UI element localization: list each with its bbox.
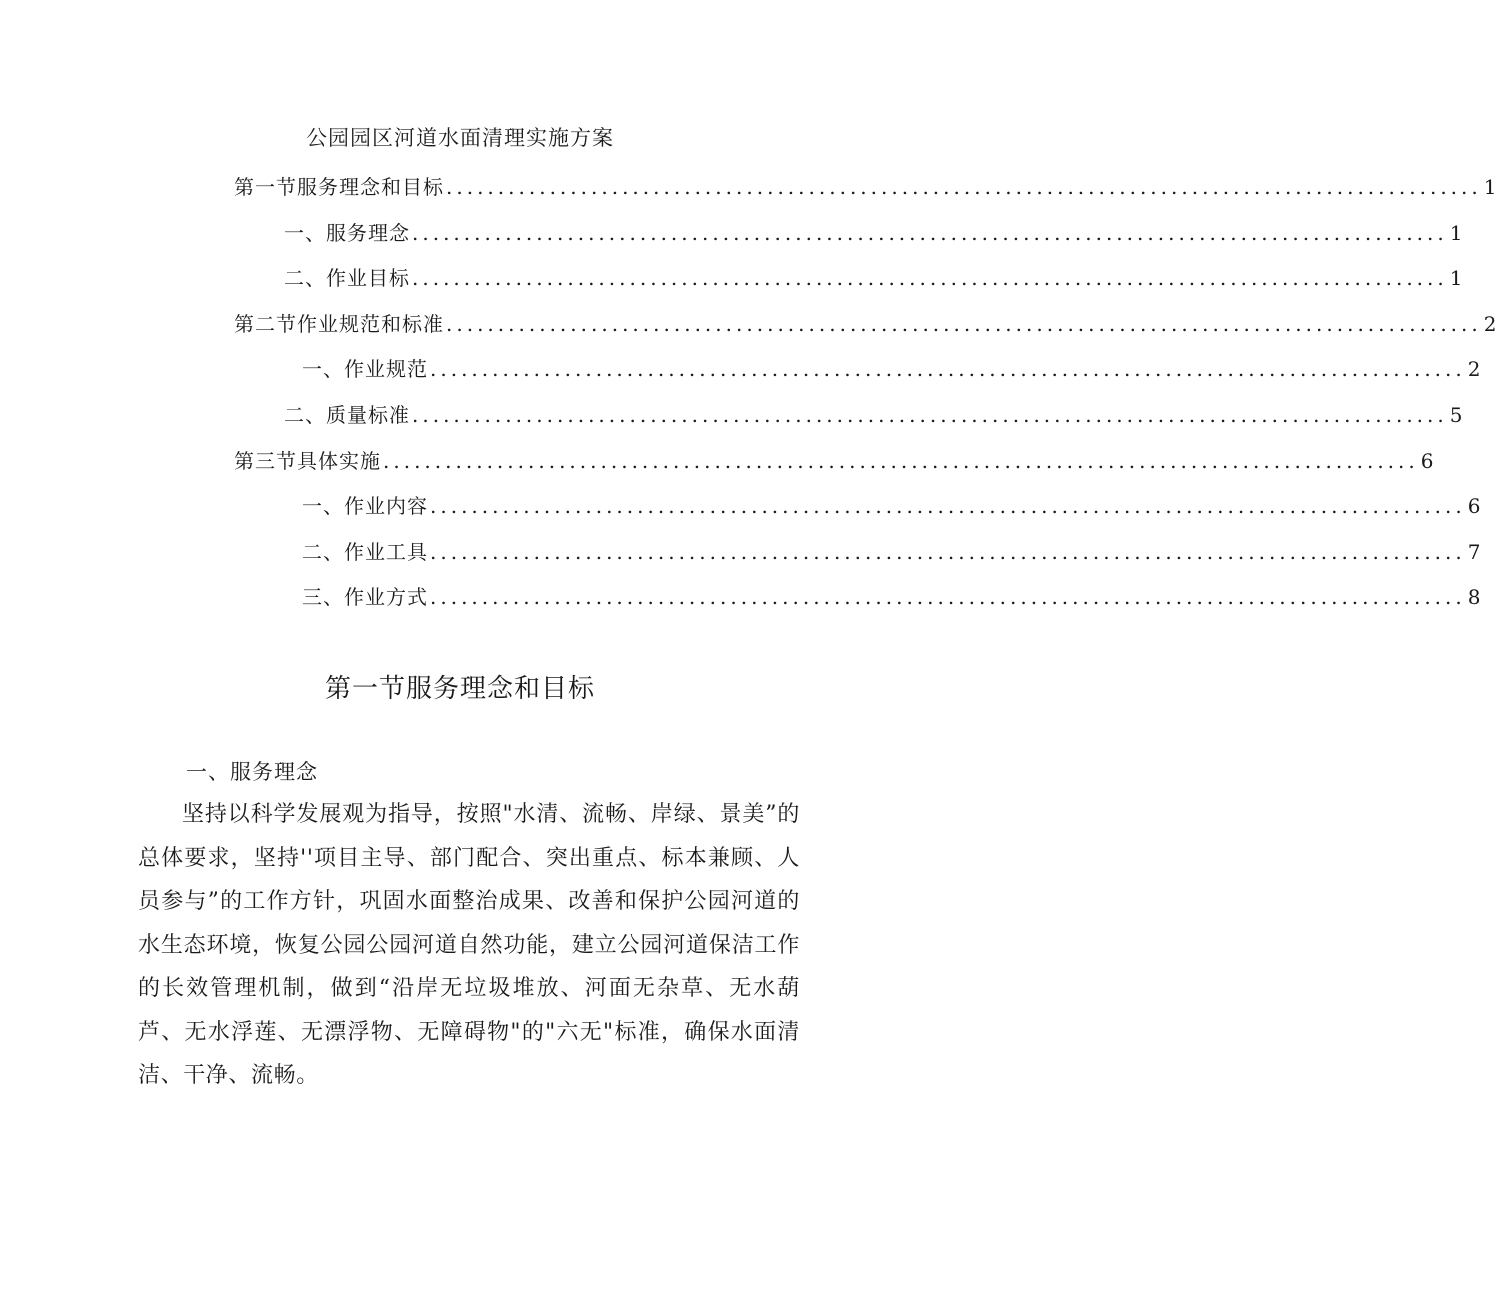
toc-leader-dots: .................................................................................................... bbox=[383, 449, 1419, 473]
toc-entry-text: 二、质量标准 bbox=[284, 403, 410, 427]
toc-entry[interactable] bbox=[302, 354, 1481, 384]
toc-entry[interactable] bbox=[234, 446, 1434, 476]
toc-leader-dots: .................................................................................................... bbox=[430, 540, 1466, 564]
subsection-heading: 一、服务理念 bbox=[186, 760, 318, 784]
toc-entry-text: 第三节具体实施 bbox=[234, 449, 381, 473]
toc-leader-dots: .................................................................................................... bbox=[446, 175, 1482, 199]
toc-page-number: 6 bbox=[1420, 449, 1434, 473]
body-paragraph: 坚持以科学发展观为指导，按照"水清、流畅、岸绿、景美”的总体要求，坚持''项目主导、部门配合、突出重点、标本兼顾、人员参与”的工作方针，巩固水面整治成果、改善和保护公园河道的水生态环境，恢复公园公园河道自然功能，建立公园河道保洁工作的长效管理机制，做到“沿岸无垃圾堆放、河面无杂草、无水葫芦、无水浮莲、无漂浮物、无障碍物"的"六无"标准，确保水面清洁、干净、流畅。 bbox=[138, 802, 800, 1088]
toc-entry[interactable] bbox=[302, 537, 1481, 567]
toc-entry[interactable] bbox=[234, 309, 1496, 339]
toc-entry-text: 三、作业方式 bbox=[302, 585, 428, 609]
toc-page-number: 5 bbox=[1449, 403, 1463, 427]
toc-leader-dots: .................................................................................................... bbox=[430, 357, 1466, 381]
toc-page-number: 2 bbox=[1467, 357, 1481, 381]
toc-entry[interactable] bbox=[302, 491, 1481, 521]
toc-page-number: 2 bbox=[1483, 312, 1496, 336]
toc-entry[interactable] bbox=[284, 218, 1463, 248]
toc-page-number: 1 bbox=[1449, 266, 1463, 290]
toc-page-number: 1 bbox=[1483, 175, 1496, 199]
toc-entry[interactable] bbox=[284, 263, 1463, 293]
toc-leader-dots: .................................................................................................... bbox=[412, 221, 1448, 245]
toc-entry-text: 一、服务理念 bbox=[284, 221, 410, 245]
toc-entry-text: 二、作业目标 bbox=[284, 266, 410, 290]
document-title: 公园园区河道水面清理实施方案 bbox=[306, 126, 614, 150]
toc-entry[interactable] bbox=[302, 582, 1481, 612]
toc-entry-text: 第一节服务理念和目标 bbox=[234, 175, 444, 199]
toc-entry[interactable] bbox=[284, 400, 1463, 430]
toc-leader-dots: .................................................................................................... bbox=[412, 403, 1448, 427]
toc-entry-text: 一、作业规范 bbox=[302, 357, 428, 381]
toc-leader-dots: .................................................................................................... bbox=[446, 312, 1482, 336]
toc-page-number: 8 bbox=[1467, 585, 1481, 609]
toc-page-number: 6 bbox=[1467, 494, 1481, 518]
toc-page-number: 7 bbox=[1467, 540, 1481, 564]
toc-entry-text: 二、作业工具 bbox=[302, 540, 428, 564]
toc-entry-text: 一、作业内容 bbox=[302, 494, 428, 518]
toc-leader-dots: .................................................................................................... bbox=[430, 585, 1466, 609]
toc-entry-text: 第二节作业规范和标准 bbox=[234, 312, 444, 336]
section-heading: 第一节服务理念和目标 bbox=[324, 674, 595, 704]
toc-leader-dots: .................................................................................................... bbox=[412, 266, 1448, 290]
toc-page-number: 1 bbox=[1449, 221, 1463, 245]
toc-entry[interactable] bbox=[234, 172, 1496, 202]
toc-leader-dots: .................................................................................................... bbox=[430, 494, 1466, 518]
